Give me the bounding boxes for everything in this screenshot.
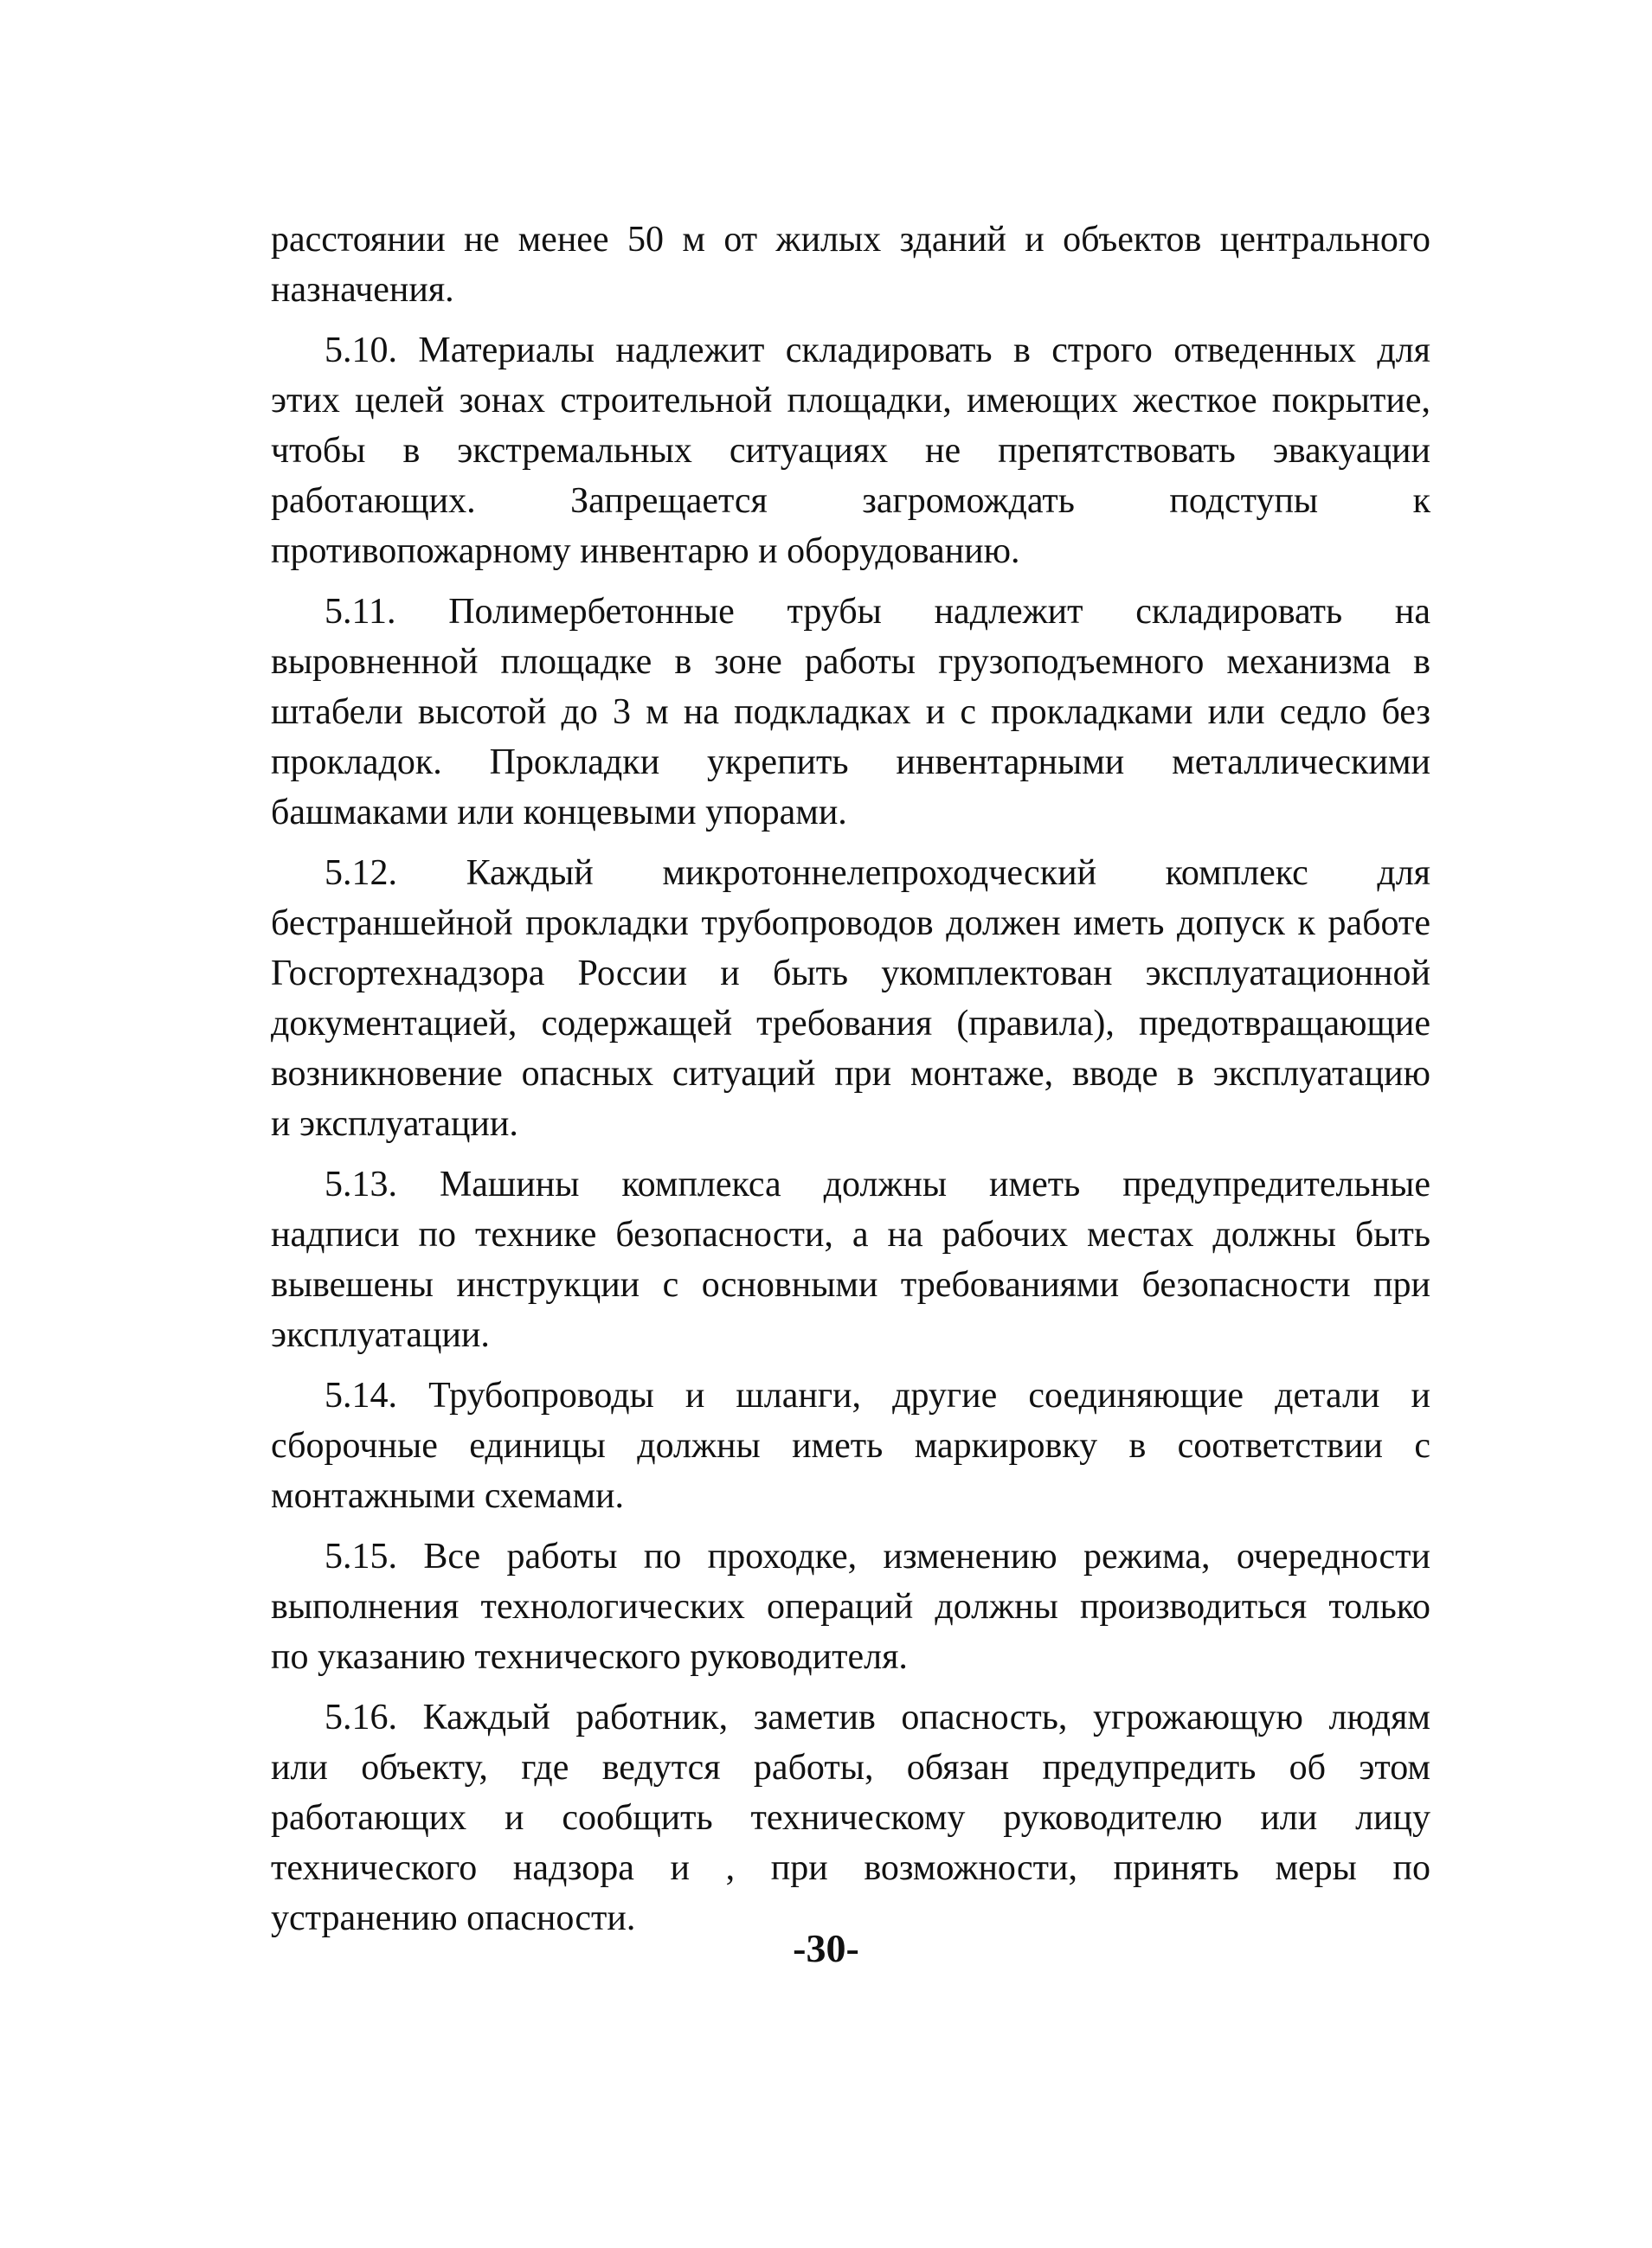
text-line: вывешены инструкции с основными требованиями безопасности при [271,1265,1430,1305]
text-line: прокладок. Прокладки укрепить инвентарными металлическими [271,742,1430,782]
text-line: штабели высотой до 3 м на подкладках и с прокладками или седло без [271,692,1430,732]
paragraph-5-11 [271,587,1430,838]
document-body [271,215,1430,1943]
paragraph-continuation [271,215,1430,315]
text-line: технического надзора и , при возможности, принять меры по [271,1848,1430,1888]
text-line: расстоянии не менее 50 м от жилых зданий и объектов центрального [271,220,1430,260]
text-line: Госгортехнадзора России и быть укомплектован эксплуатационной [271,954,1430,993]
paragraph-5-12 [271,848,1430,1149]
paragraph-5-14 [271,1371,1430,1521]
text-line: устранению опасности. [271,1898,636,1938]
text-line: 5.15. Все работы по проходке, изменению режима, очередности [325,1537,1430,1577]
text-line: 5.16. Каждый работник, заметив опасность, угрожающую людям [325,1698,1430,1737]
text-line: башмаками или концевыми упорами. [271,793,847,832]
text-line: назначения. [271,270,454,310]
text-line: бестраншейной прокладки трубопроводов должен иметь допуск к работе [271,903,1430,943]
text-line: этих целей зонах строительной площадки, имеющих жесткое покрытие, [271,381,1430,421]
paragraph-5-15 [271,1532,1430,1682]
text-line: 5.14. Трубопроводы и шланги, другие соединяющие детали и [325,1376,1430,1416]
text-line: выровненной площадке в зоне работы грузоподъемного механизма в [271,642,1430,682]
paragraph-5-16 [271,1692,1430,1943]
text-line: 5.13. Машины комплекса должны иметь предупредительные [325,1165,1430,1204]
text-line: 5.12. Каждый микротоннелепроходческий комплекс для [325,853,1430,893]
text-line: противопожарному инвентарю и оборудованию. [271,531,1020,571]
text-line: возникновение опасных ситуаций при монтаже, вводе в эксплуатацию [271,1054,1430,1094]
text-line: работающих и сообщить техническому руководителю или лицу [271,1798,1430,1838]
paragraph-5-10 [271,325,1430,576]
text-line: 5.11. Полимербетонные трубы надлежит складировать на [325,592,1430,632]
paragraph-5-13 [271,1159,1430,1360]
text-line: работающих. Запрещается загромождать подступы к [271,481,1430,521]
text-line: монтажными схемами. [271,1476,625,1516]
text-line: эксплуатации. [271,1315,490,1355]
text-line: и эксплуатации. [271,1104,518,1144]
text-line: документацией, содержащей требования (правила), предотвращающие [271,1004,1430,1044]
text-line: надписи по технике безопасности, а на рабочих местах должны быть [271,1215,1430,1255]
text-line: выполнения технологических операций должны производиться только [271,1587,1430,1627]
page-number: -30- [793,1926,859,1970]
text-line: или объекту, где ведутся работы, обязан предупредить об этом [271,1748,1430,1788]
text-line: чтобы в экстремальных ситуациях не препятствовать эвакуации [271,431,1430,471]
text-line: по указанию технического руководителя. [271,1637,908,1677]
text-line: 5.10. Материалы надлежит складировать в строго отведенных для [325,331,1430,370]
text-line: сборочные единицы должны иметь маркировку в соответствии с [271,1426,1430,1466]
